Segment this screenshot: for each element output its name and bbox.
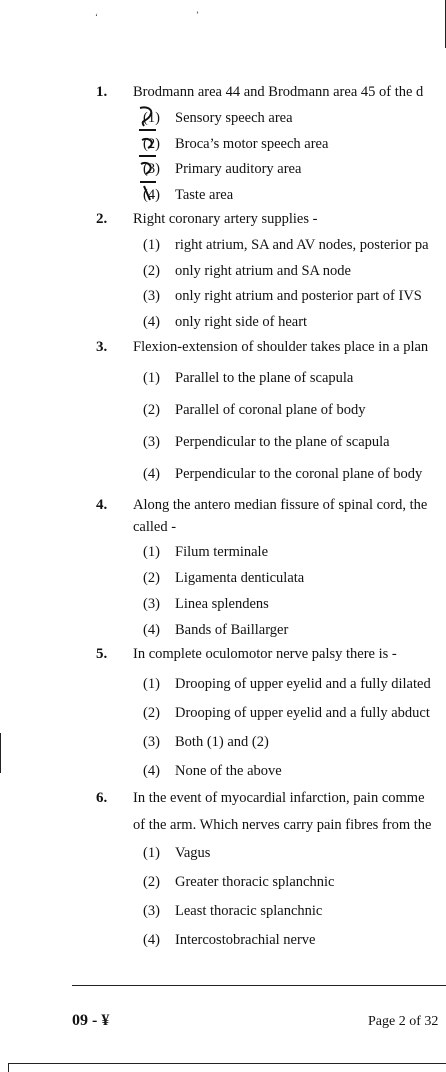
option-text: Drooping of upper eyelid and a fully abduct	[175, 705, 430, 721]
speck-mark: ’	[196, 10, 199, 20]
option-text: Taste area	[175, 187, 234, 203]
booklet-code: 09 - ¥	[72, 1012, 110, 1029]
speck-mark: ‘	[95, 12, 98, 22]
option-number: (1)	[143, 676, 160, 692]
option-number: (4)	[143, 314, 160, 330]
option-text: Drooping of upper eyelid and a fully dilated	[175, 676, 431, 692]
option-number: (3)	[143, 288, 160, 304]
option-text: only right atrium and posterior part of IVS	[175, 288, 422, 304]
option-text: Ligamenta denticulata	[175, 570, 305, 586]
option-text: Parallel of coronal plane of body	[175, 402, 366, 418]
question-text-continued: of the arm. Which nerves carry pain fibres from the	[133, 817, 432, 833]
bottom-frame	[8, 1063, 446, 1072]
option-number: (3)	[143, 434, 160, 450]
option-number: (1)	[143, 845, 160, 861]
footer-divider	[72, 985, 446, 986]
option-number: (4)	[143, 932, 160, 948]
question-text: In complete oculomotor nerve palsy there is -	[133, 646, 397, 662]
option-number: (1)	[143, 110, 160, 126]
option-number: (2)	[143, 570, 160, 586]
option-number: (2)	[143, 263, 160, 279]
option-number: (3)	[143, 161, 160, 177]
handwritten-scribble	[136, 104, 162, 204]
option-number: (3)	[143, 596, 160, 612]
option-text: Vagus	[175, 845, 211, 861]
question-number: 5.	[96, 646, 108, 662]
option-number: (4)	[143, 187, 160, 203]
question-number: 3.	[96, 339, 108, 355]
question-text: In the event of myocardial infarction, pain comme	[133, 790, 425, 806]
option-text: None of the above	[175, 763, 282, 779]
option-text: Filum terminale	[175, 544, 269, 560]
question-number: 1.	[96, 84, 108, 100]
option-text: only right atrium and SA node	[175, 263, 351, 279]
question-number: 4.	[96, 497, 108, 513]
option-number: (2)	[143, 136, 160, 152]
option-text: Broca’s motor speech area	[175, 136, 329, 152]
margin-tick	[0, 733, 1, 773]
option-number: (2)	[143, 402, 160, 418]
option-text: Linea splendens	[175, 596, 269, 612]
option-text: right atrium, SA and AV nodes, posterior pa	[175, 237, 429, 253]
option-number: (3)	[143, 903, 160, 919]
question-text: Right coronary artery supplies -	[133, 211, 318, 227]
option-number: (4)	[143, 763, 160, 779]
option-text: only right side of heart	[175, 314, 308, 330]
option-number: (2)	[143, 874, 160, 890]
option-number: (2)	[143, 705, 160, 721]
question-number: 6.	[96, 790, 108, 806]
option-text: Sensory speech area	[175, 110, 293, 126]
page-number: Page 2 of 32	[368, 1014, 439, 1029]
option-text: Both (1) and (2)	[175, 734, 269, 750]
option-number: (4)	[143, 466, 160, 482]
option-text: Intercostobrachial nerve	[175, 932, 316, 948]
option-text: Primary auditory area	[175, 161, 302, 177]
option-text: Greater thoracic splanchnic	[175, 874, 335, 890]
question-text: Along the antero median fissure of spinal cord, the	[133, 497, 428, 513]
question-text: Flexion-extension of shoulder takes place in a plan	[133, 339, 429, 355]
question-text-continued: called -	[133, 519, 177, 535]
option-text: Bands of Baillarger	[175, 622, 289, 638]
option-number: (1)	[143, 237, 160, 253]
question-text: Brodmann area 44 and Brodmann area 45 of the d	[133, 84, 424, 100]
option-number: (3)	[143, 734, 160, 750]
option-number: (1)	[143, 544, 160, 560]
option-number: (1)	[143, 370, 160, 386]
option-text: Least thoracic splanchnic	[175, 903, 323, 919]
question-number: 2.	[96, 211, 108, 227]
option-text: Perpendicular to the plane of scapula	[175, 434, 390, 450]
option-text: Parallel to the plane of scapula	[175, 370, 354, 386]
option-number: (4)	[143, 622, 160, 638]
option-text: Perpendicular to the coronal plane of body	[175, 466, 423, 482]
